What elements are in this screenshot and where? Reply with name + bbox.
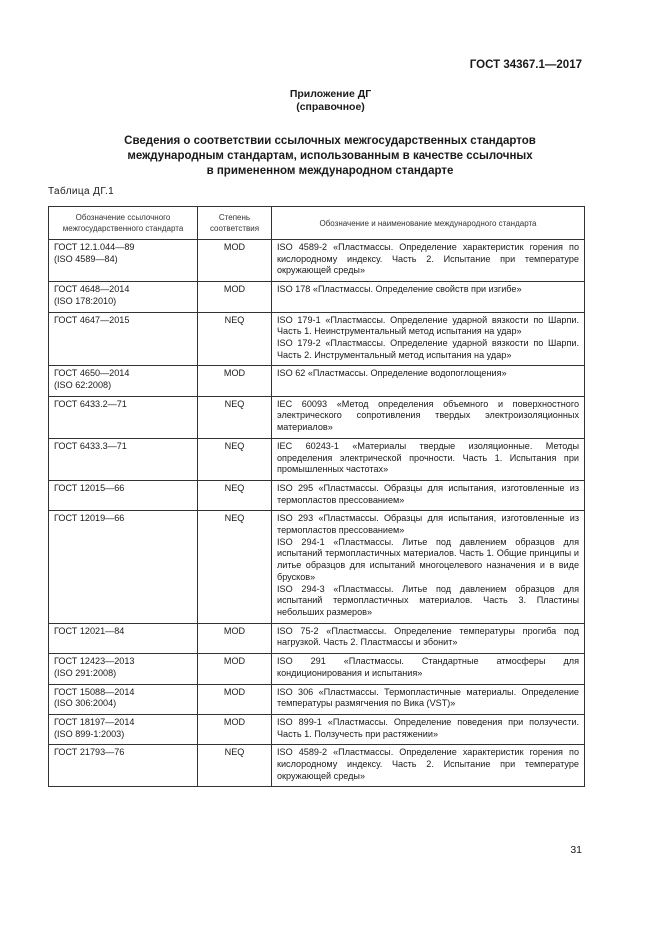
international-standard-cell: ISO 4589-2 «Пластмассы. Определение характеристик горения по кислородному индексу. Часть 2. Испытание при температуре окружающей среды» xyxy=(272,240,585,282)
reference-standard-cell: ГОСТ 4647—2015 xyxy=(49,312,198,366)
correspondence-table xyxy=(48,206,585,787)
international-standard-cell: ISO 4589-2 «Пластмассы. Определение характеристик горения по кислородному индексу. Часть 2. Испытание при температуре окружающей среды» xyxy=(272,745,585,787)
reference-standard-cell: ГОСТ 4650—2014 (ISO 62:2008) xyxy=(49,366,198,396)
reference-standard-cell: ГОСТ 6433.3—71 xyxy=(49,438,198,480)
title-line: Сведения о соответствии ссылочных межгосударственных стандартов xyxy=(124,135,536,147)
section-title xyxy=(80,134,580,179)
annex-heading xyxy=(0,88,661,114)
table-row xyxy=(49,480,585,510)
table-row xyxy=(49,684,585,714)
table-row xyxy=(49,714,585,744)
degree-cell: MOD xyxy=(198,623,272,653)
international-standard-cell: IEC 60093 «Метод определения объемного и поверхностного электрического сопротивления твердых электроизоляционных материалов» xyxy=(272,396,585,438)
international-standard-cell: ISO 899-1 «Пластмассы. Определение поведения при ползучести. Часть 1. Ползучесть при растяжении» xyxy=(272,714,585,744)
table-row xyxy=(49,745,585,787)
international-standard-cell: ISO 62 «Пластмассы. Определение водопоглощения» xyxy=(272,366,585,396)
international-standard-cell: ISO 291 «Пластмассы. Стандартные атмосферы для кондиционирования и испытания» xyxy=(272,654,585,684)
degree-cell: MOD xyxy=(198,240,272,282)
reference-standard-cell: ГОСТ 12.1.044—89 (ISO 4589—84) xyxy=(49,240,198,282)
international-standard-cell: ISO 178 «Пластмассы. Определение свойств при изгибе» xyxy=(272,282,585,312)
degree-cell: MOD xyxy=(198,714,272,744)
title-line: международным стандартам, использованным в качестве ссылочных xyxy=(127,150,533,162)
header-reference-standard: Обозначение ссылочного межгосударственного стандарта xyxy=(49,207,198,240)
degree-cell: NEQ xyxy=(198,745,272,787)
reference-standard-cell: ГОСТ 4648—2014 (ISO 178:2010) xyxy=(49,282,198,312)
degree-cell: NEQ xyxy=(198,480,272,510)
document-code: ГОСТ 34367.1—2017 xyxy=(469,59,582,71)
international-standard-cell: ISO 306 «Пластмассы. Термопластичные материалы. Определение температуры размягчения по Вика (VST)» xyxy=(272,684,585,714)
title-line: в примененном международном стандарте xyxy=(206,165,454,177)
table-caption: Таблица ДГ.1 xyxy=(48,186,115,197)
degree-cell: NEQ xyxy=(198,396,272,438)
page-number: 31 xyxy=(570,844,582,856)
reference-standard-cell: ГОСТ 18197—2014 (ISO 899-1:2003) xyxy=(49,714,198,744)
header-degree: Степень соответствия xyxy=(198,207,272,240)
reference-standard-cell: ГОСТ 12019—66 xyxy=(49,511,198,623)
table-row xyxy=(49,366,585,396)
annex-title: Приложение ДГ xyxy=(289,88,372,100)
table-row xyxy=(49,623,585,653)
reference-standard-cell: ГОСТ 12021—84 xyxy=(49,623,198,653)
international-standard-cell: ISO 75-2 «Пластмассы. Определение температуры прогиба под нагрузкой. Часть 2. Пластмассы и эбонит» xyxy=(272,623,585,653)
table-row xyxy=(49,511,585,623)
degree-cell: NEQ xyxy=(198,511,272,623)
reference-standard-cell: ГОСТ 12423—2013 (ISO 291:2008) xyxy=(49,654,198,684)
reference-standard-cell: ГОСТ 12015—66 xyxy=(49,480,198,510)
table-row xyxy=(49,240,585,282)
reference-standard-cell: ГОСТ 6433.2—71 xyxy=(49,396,198,438)
degree-cell: NEQ xyxy=(198,312,272,366)
reference-standard-cell: ГОСТ 15088—2014 (ISO 306:2004) xyxy=(49,684,198,714)
degree-cell: MOD xyxy=(198,282,272,312)
annex-subtitle: (справочное) xyxy=(296,101,365,113)
degree-cell: MOD xyxy=(198,684,272,714)
international-standard-cell: ISO 179-1 «Пластмассы. Определение ударной вязкости по Шарпи. Часть 1. Неинструментальный метод испытания на удар» ISO 179-2 «Пластмассы. Определение ударной вязкости по Шарпи. Часть 2. Инструментальный метод испытания на удар» xyxy=(272,312,585,366)
degree-cell: MOD xyxy=(198,366,272,396)
degree-cell: NEQ xyxy=(198,438,272,480)
table-row xyxy=(49,396,585,438)
international-standard-cell: IEC 60243-1 «Материалы твердые изоляционные. Методы определения электрической прочности. Часть 1. Испытания при промышленных частотах» xyxy=(272,438,585,480)
table-header-row xyxy=(49,207,585,240)
table-row xyxy=(49,282,585,312)
table-row xyxy=(49,654,585,684)
international-standard-cell: ISO 295 «Пластмассы. Образцы для испытания, изготовленные из термопластов прессованием» xyxy=(272,480,585,510)
table-row xyxy=(49,312,585,366)
reference-standard-cell: ГОСТ 21793—76 xyxy=(49,745,198,787)
degree-cell: MOD xyxy=(198,654,272,684)
header-international-standard: Обозначение и наименование международного стандарта xyxy=(272,207,585,240)
table-row xyxy=(49,438,585,480)
international-standard-cell: ISO 293 «Пластмассы. Образцы для испытания, изготовленные из термопластов прессованием» ISO 294-1 «Пластмассы. Литье под давлением образцов для испытаний термопластичных материалов. Часть 1. Общие принципы и литье образцов для испытаний многоцелевого назначения и в виде брусков» ISO 294-3 «Пластмассы. Литье под давлением образцов для испытаний термопластичных материалов. Часть 3. Пластины небольших размеров» xyxy=(272,511,585,623)
